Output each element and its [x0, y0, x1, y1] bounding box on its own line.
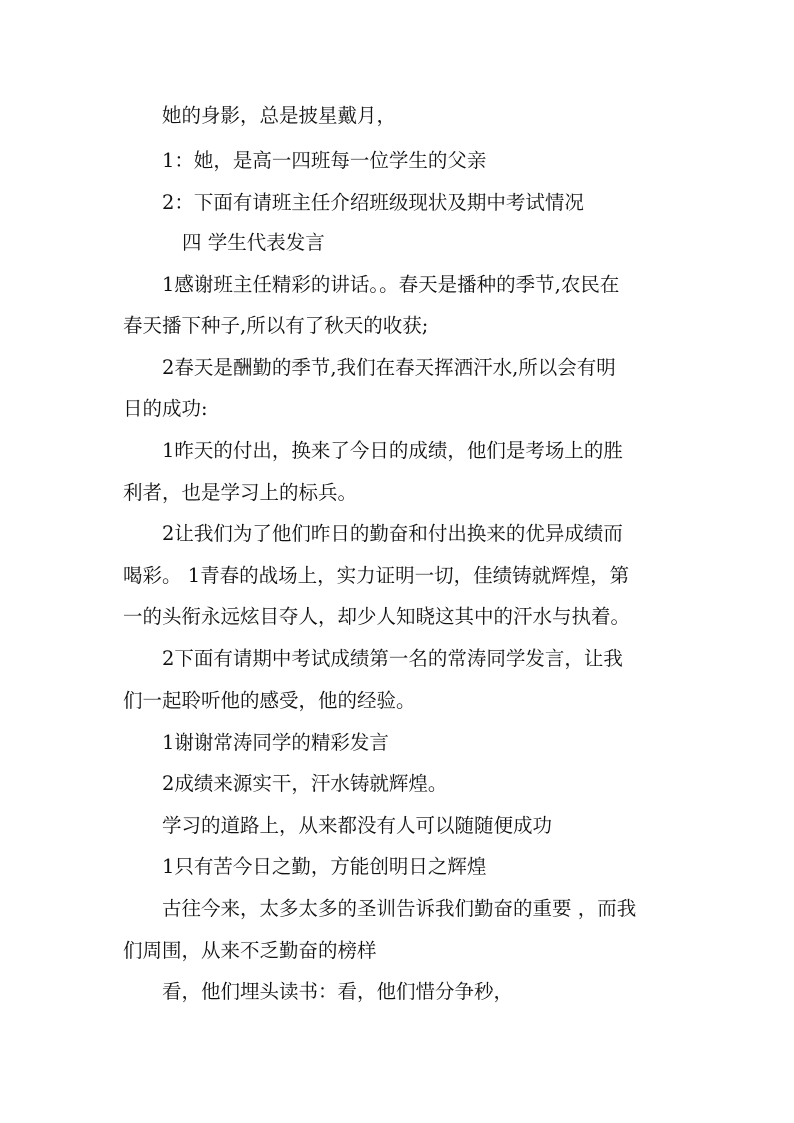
text-line: 2下面有请期中考试成绩第一名的常涛同学发言，让我 [162, 647, 623, 670]
text-line: 看，他们埋头读书：看，他们惜分争秒， [162, 980, 514, 1003]
text-line: 利者，也是学习上的标兵。 [123, 481, 358, 504]
text-line: 1只有苦今日之勤，方能创明日之辉煌 [162, 855, 487, 878]
text-line: 喝彩。 1青春的战场上，实力证明一切，佳绩铸就辉煌，第 [123, 564, 630, 587]
text-line: 春天播下种子,所以有了秋天的收获; [123, 314, 429, 337]
text-line: 们周围，从来不乏勤奋的榜样 [123, 939, 377, 962]
text-line: 1感谢班主任精彩的讲话。。春天是播种的季节,农民在 [162, 273, 620, 296]
text-line: 1谢谢常涛同学的精彩发言 [162, 731, 389, 754]
text-line: 1昨天的付出，换来了今日的成绩，他们是考场上的胜 [162, 439, 623, 462]
text-line: 她的身影，总是披星戴月， [162, 104, 397, 127]
text-line: 2春天是酬勤的季节,我们在春天挥洒汗水,所以会有明 [162, 356, 616, 379]
text-line: 们一起聆听他的感受，他的经验。 [123, 689, 416, 712]
section-heading: 四 学生代表发言 [182, 231, 325, 254]
text-line: 2成绩来源实干，汗水铸就辉煌。 [162, 772, 448, 795]
text-line: 1：她，是高一四班每一位学生的父亲 [162, 149, 487, 172]
text-line: 2让我们为了他们昨日的勤奋和付出换来的优异成绩而 [162, 522, 623, 545]
text-line: 古往今来，太多太多的圣训告诉我们勤奋的重要 ，而我 [162, 897, 637, 920]
text-line: 一的头衔永远炫目夺人，却少人知晓这其中的汗水与执着。 [123, 605, 631, 628]
text-line: 2：下面有请班主任介绍班级现状及期中考试情况 [162, 191, 584, 214]
text-line: 学习的道路上，从来都没有人可以随随便成功 [162, 814, 553, 837]
text-line: 日的成功: [123, 397, 208, 420]
